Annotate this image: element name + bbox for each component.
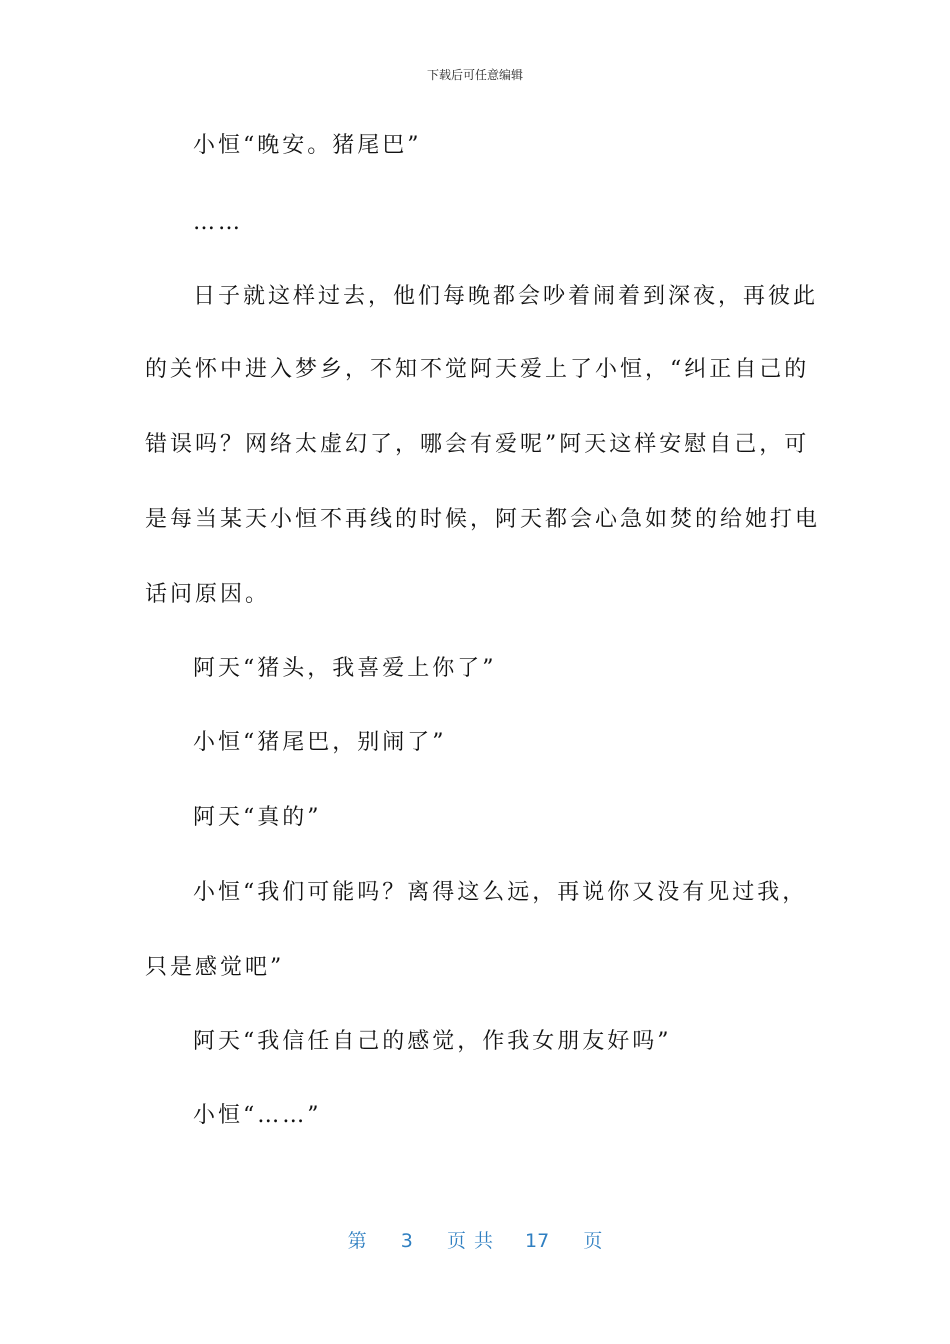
paragraph-line: 阿天“真的” (193, 805, 322, 830)
paragraph-line: 小恒“晚安。猪尾巴” (193, 133, 422, 158)
paragraph-line: 小恒“我们可能吗？离得这么远，再说你又没有见过我， (193, 880, 808, 905)
paragraph-line: 阿天“猪头，我喜爱上你了” (193, 656, 497, 681)
page-header-note: 下载后可任意编辑 (426, 68, 523, 82)
paragraph-line: 话问原因。 (145, 582, 271, 607)
footer-mid: 页共 (446, 1230, 501, 1252)
paragraph-line: …… (193, 210, 243, 235)
paragraph-line: 只是感觉吧” (145, 955, 285, 980)
paragraph-line: 的关怀中进入梦乡，不知不觉阿天爱上了小恒，“纠正自己的 (145, 357, 810, 382)
paragraph-line: 小恒“……” (193, 1103, 322, 1128)
paragraph-line: 小恒“猪尾巴，别闹了” (193, 730, 447, 755)
current-page-number: 3 (400, 1230, 413, 1252)
paragraph-line: 错误吗？网络太虚幻了，哪会有爱呢”阿天这样安慰自己，可 (145, 432, 810, 457)
page-footer (0, 1226, 950, 1253)
paragraph-line: 阿天“我信任自己的感觉，作我女朋友好吗” (193, 1029, 672, 1054)
paragraph-line: 是每当某天小恒不再线的时候，阿天都会心急如焚的给她打电 (145, 507, 821, 532)
total-pages-number: 17 (525, 1230, 550, 1252)
footer-prefix: 第 (347, 1230, 367, 1252)
paragraph-line: 日子就这样过去，他们每晚都会吵着闹着到深夜，再彼此 (193, 284, 819, 309)
footer-suffix: 页 (583, 1230, 603, 1252)
